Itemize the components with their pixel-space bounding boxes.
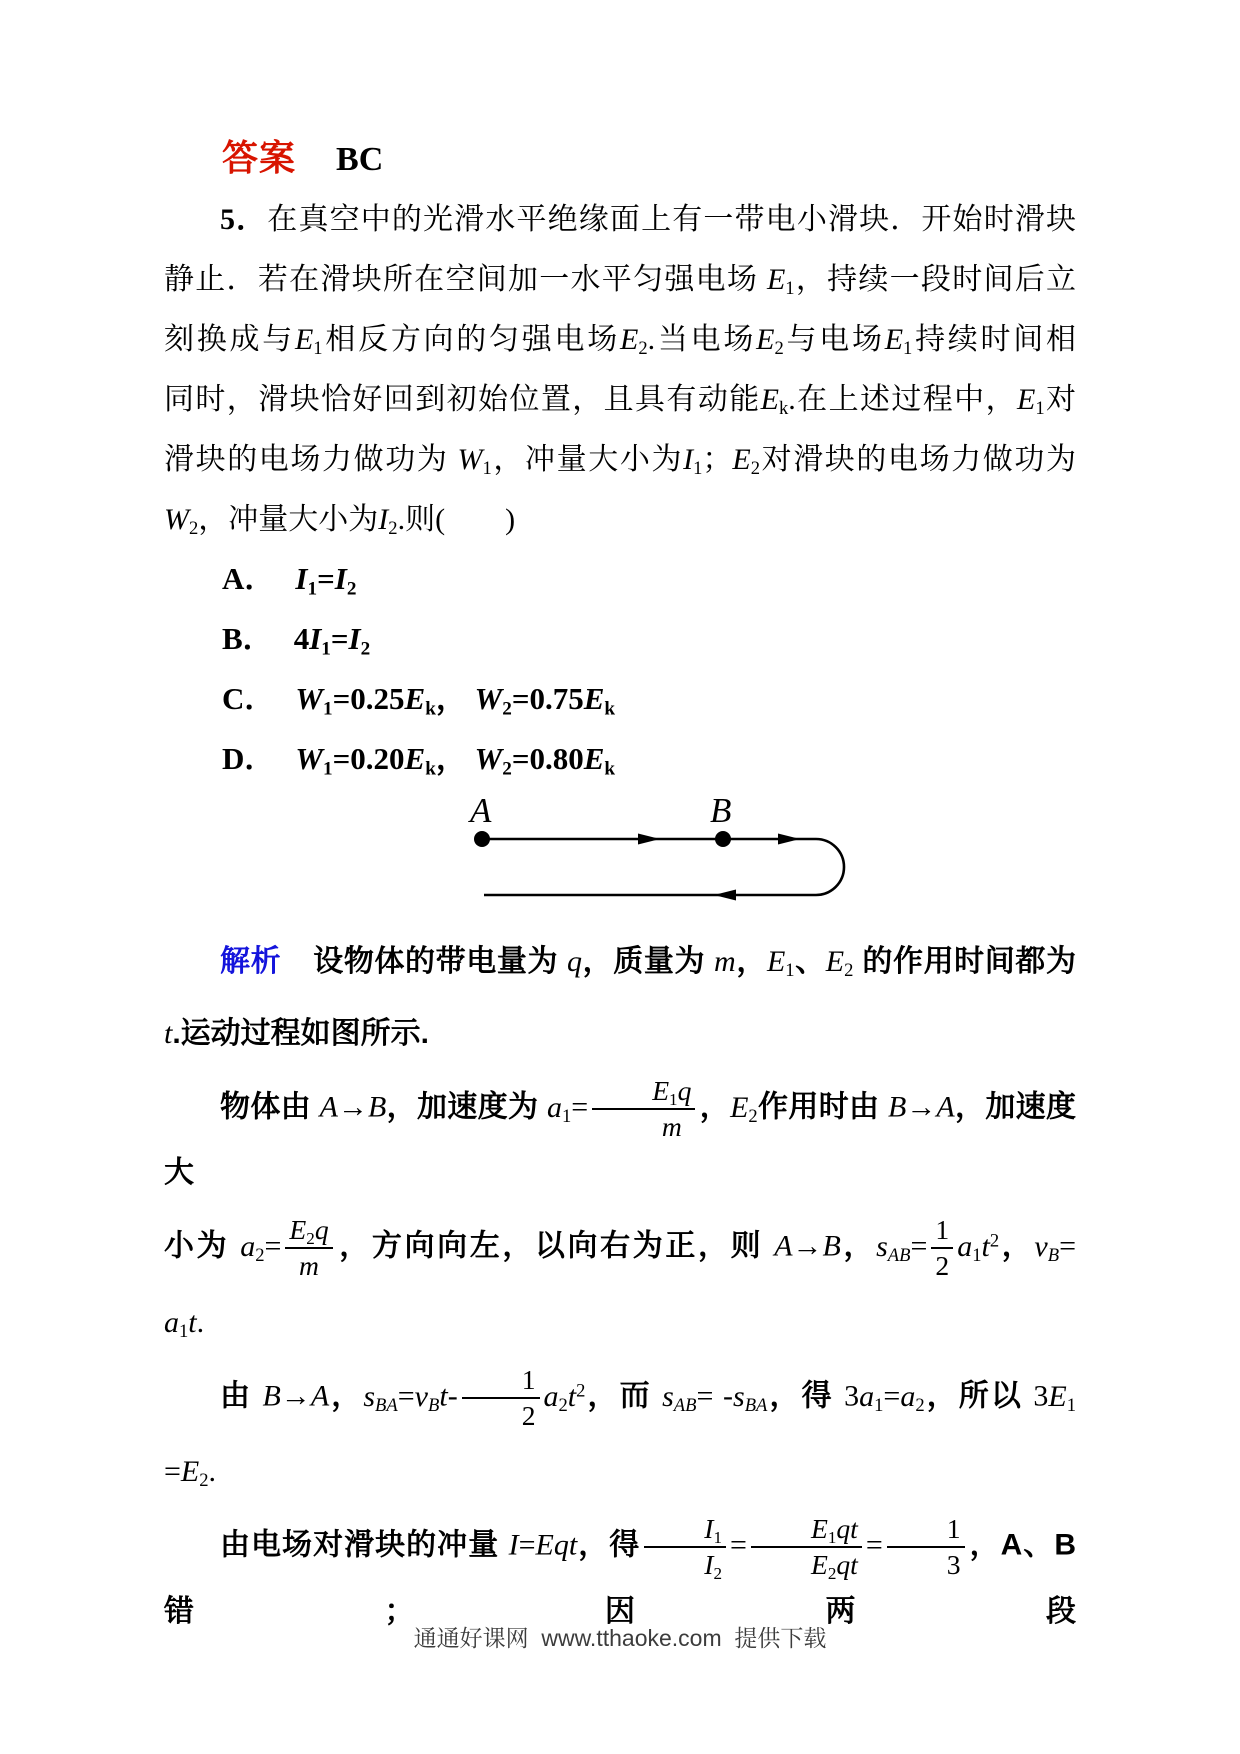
option-d: [222, 729, 615, 789]
fraction-numerator: [462, 1364, 540, 1399]
subscript: 1: [693, 458, 703, 480]
math-var: t: [188, 1305, 197, 1339]
math-var: B: [822, 1230, 841, 1264]
answer-line: [222, 130, 383, 181]
subscript: 1: [827, 1528, 837, 1548]
text-run: ，冲量大小为: [198, 503, 379, 536]
subscript: 1: [179, 1321, 189, 1343]
math-var: $E_1$: [1048, 1379, 1076, 1416]
math-var: $E_1$: [652, 1075, 678, 1109]
point-b-label: B: [710, 792, 732, 830]
fraction: [644, 1513, 726, 1583]
option-c-letter: C．: [222, 681, 276, 716]
text-run: 静止．若在滑块所在空间加一水平匀强电场: [164, 263, 767, 296]
math-var: q: [314, 1214, 329, 1246]
text-run: ，: [735, 945, 767, 978]
question-line-1: [164, 190, 1076, 250]
math-var: B: [262, 1379, 281, 1413]
text-run: 物体由: [220, 1090, 320, 1124]
text-run: ，持续一段时间后立: [794, 263, 1077, 296]
math-num: =: [910, 1230, 928, 1264]
subscript: 2: [189, 518, 199, 540]
math-num: →: [337, 1090, 368, 1124]
math-num: =: [330, 621, 349, 656]
superscript: 2: [576, 1380, 586, 1402]
math-var: m: [714, 945, 736, 978]
subscript: k: [604, 758, 616, 780]
fraction-denominator: [891, 1548, 961, 1581]
math-num: →: [280, 1379, 311, 1413]
math-var: $E_2$: [620, 323, 648, 360]
math-num: →: [792, 1230, 823, 1264]
math-var: B: [367, 1090, 387, 1124]
text-run: ，得: [577, 1528, 641, 1562]
math-var: t: [568, 1528, 578, 1562]
subscript: 2: [502, 698, 512, 720]
math-num: =: [164, 1455, 181, 1489]
text-run: ，: [329, 1379, 364, 1413]
math-var: $W_1$: [295, 741, 333, 780]
arrow-right-2-icon: [778, 834, 800, 845]
math-var: $E_k$: [404, 681, 436, 720]
answer-value: BC: [336, 141, 384, 178]
text-run: 持续时间相: [912, 323, 1077, 356]
math-num: -: [447, 1379, 458, 1413]
text-run: 设物体的带电量为: [313, 945, 568, 978]
text-run: ；: [702, 443, 733, 476]
math-var: A: [319, 1090, 338, 1124]
fraction-numerator: [644, 1513, 726, 1548]
subscript: BA: [744, 1394, 768, 1416]
option-a: [222, 549, 615, 609]
analysis-line-5: [164, 1292, 1076, 1354]
subscript: 1: [785, 278, 795, 300]
question-line-2: [164, 250, 1076, 310]
math-var: $E_k$: [583, 741, 616, 780]
fraction: [592, 1075, 695, 1142]
text-run: ，: [435, 741, 475, 776]
math-num: 3: [844, 1379, 860, 1413]
subscript: 2: [255, 1245, 265, 1267]
text-run: 在真空中的光滑水平绝缘面上有一带电小滑块．开始时滑块: [267, 203, 1076, 236]
text-run: 与电场: [783, 323, 885, 356]
math-num: = -: [696, 1379, 734, 1413]
text-run: ，方向向左，以向右为正，则: [336, 1230, 775, 1264]
subscript: 2: [558, 1394, 568, 1416]
math-var: I: [508, 1528, 519, 1562]
math-var: $E_2$: [756, 323, 784, 360]
math-var: $E_k$: [404, 741, 436, 780]
math-var: $a_1$: [164, 1305, 189, 1343]
subscript: 2: [915, 1394, 925, 1416]
option-a-formula: [295, 561, 357, 600]
math-num: =: [1059, 1230, 1076, 1264]
question-paragraph: [164, 190, 1076, 550]
math-var: $v_B$: [414, 1379, 440, 1416]
math-num: 3: [946, 1549, 961, 1581]
text-run: .当电场: [647, 323, 757, 356]
text-run: 由电场对滑块的冲量: [220, 1528, 509, 1562]
math-var: $E_2$: [810, 1549, 837, 1583]
text-run: 、: [794, 945, 826, 978]
page-footer: 通通好课网 www.tthaoke.com 提供下载: [413, 1625, 827, 1651]
path-line: [482, 839, 844, 895]
math-num: =: [264, 1230, 282, 1264]
subscript: 1: [1066, 1394, 1076, 1416]
subscript: 2: [750, 458, 760, 480]
option-d-letter: D．: [222, 741, 276, 776]
option-d-formula: [295, 741, 616, 780]
subscript: 1: [785, 960, 795, 982]
subscript: 1: [322, 698, 333, 720]
math-var: $E_1$: [766, 263, 795, 300]
fraction-denominator: [466, 1399, 536, 1432]
math-var: $a_1$: [957, 1230, 982, 1267]
analysis-line-1: [164, 931, 1076, 993]
fraction-numerator: [931, 1214, 953, 1249]
math-num: .: [196, 1305, 205, 1339]
subscript: 1: [561, 1105, 572, 1127]
option-c-formula: [295, 681, 616, 720]
math-var: $s_{BA}$: [363, 1379, 398, 1416]
subscript: 1: [669, 1089, 678, 1109]
math-num: .: [208, 1455, 217, 1489]
math-var: $E_1$: [1016, 383, 1045, 420]
fraction-denominator: [755, 1548, 858, 1581]
math-var: $E_1$: [884, 323, 913, 360]
math-var: $E_2$: [289, 1214, 315, 1249]
subscript: B: [428, 1394, 440, 1416]
subscript: 2: [199, 1470, 209, 1492]
math-num: =0.80: [511, 741, 584, 776]
subscript: 2: [774, 338, 784, 360]
math-num: =0.75: [511, 681, 584, 716]
diagram-svg: [466, 792, 874, 908]
math-num: 1: [946, 1513, 961, 1545]
math-num: =: [571, 1090, 589, 1124]
subscript: 2: [748, 1105, 758, 1127]
subscript: AB: [887, 1245, 911, 1267]
math-var: q: [836, 1549, 851, 1581]
math-num: =: [397, 1379, 415, 1413]
fraction: [462, 1364, 540, 1431]
option-b-formula: [293, 621, 371, 660]
option-b: [222, 609, 615, 669]
subscript: 1: [874, 1394, 884, 1416]
math-num: =: [317, 561, 335, 596]
math-var: q: [836, 1513, 851, 1545]
text-run: 相反方向的匀强电场: [322, 323, 621, 356]
text-run: ，所以: [924, 1379, 1034, 1413]
subscript: 2: [360, 638, 371, 660]
math-var: A: [310, 1379, 330, 1413]
subscript: B: [1047, 1245, 1060, 1267]
subscript: 1: [972, 1245, 982, 1267]
math-var: $t^2$: [981, 1230, 1000, 1264]
subscript: k: [778, 398, 789, 420]
fraction: [751, 1513, 862, 1583]
subscript: 2: [346, 578, 357, 600]
math-var: $W_2$: [474, 741, 512, 780]
text-run: 滑块的电场力做功为: [164, 443, 458, 476]
fraction-numerator: [592, 1075, 695, 1110]
math-var: $E_2$: [825, 945, 854, 982]
math-num: =: [518, 1528, 536, 1562]
subscript: k: [604, 698, 616, 720]
math-var: m: [661, 1110, 682, 1142]
math-var: $E_k$: [583, 681, 616, 720]
subscript: 1: [313, 338, 323, 360]
math-var: $I_1$: [683, 443, 703, 480]
math-num: 4: [293, 621, 310, 656]
subscript: 2: [844, 960, 854, 982]
math-var: $s_{BA}$: [733, 1379, 768, 1416]
text-run: ，加速度大: [164, 1090, 1077, 1190]
text-run: ，而: [585, 1379, 663, 1413]
math-var: $E_k$: [760, 383, 789, 420]
text-run: ，加速度为: [386, 1090, 547, 1124]
math-var: $W_2$: [474, 681, 512, 720]
math-var: $E_2$: [180, 1455, 209, 1492]
text-run: ，: [435, 681, 475, 716]
math-var: $I_2$: [348, 621, 371, 660]
math-var: A: [774, 1230, 793, 1264]
text-run: .在上述过程中，: [788, 383, 1017, 416]
arrow-left-icon: [714, 890, 736, 901]
math-var: $v_B$: [1034, 1230, 1060, 1267]
fraction: [931, 1214, 953, 1281]
math-num: =: [883, 1379, 901, 1413]
math-var: $E_2$: [730, 1090, 758, 1127]
subscript: k: [425, 758, 436, 780]
math-var: t: [850, 1549, 858, 1581]
math-num: 2: [935, 1250, 950, 1282]
math-num: 3: [1033, 1379, 1049, 1413]
math-var: t: [164, 1017, 173, 1050]
analysis-line-1-text: [313, 945, 1077, 982]
superscript: 2: [989, 1230, 1000, 1252]
text-run: 对: [1044, 383, 1077, 416]
subscript: 2: [306, 1229, 315, 1249]
text-run: 由: [220, 1379, 263, 1413]
subscript: k: [425, 698, 436, 720]
math-var: $I_1$: [309, 621, 331, 660]
subscript: 2: [388, 518, 398, 540]
math-num: 2: [521, 1399, 536, 1431]
math-var: $s_{AB}$: [662, 1379, 697, 1416]
fraction-denominator: [648, 1548, 722, 1581]
text-run: ，质量为: [582, 945, 715, 978]
fraction-denominator: [606, 1110, 682, 1143]
math-var: $W_2$: [164, 503, 199, 540]
text-run: 作用时由: [757, 1090, 889, 1124]
text-run: ，得: [767, 1379, 845, 1413]
option-a-letter: A．: [222, 561, 276, 596]
math-var: q: [677, 1075, 692, 1106]
subscript: BA: [375, 1394, 398, 1416]
analysis-line-3: [164, 1075, 1076, 1204]
subscript: 1: [322, 758, 333, 780]
question-line-4: [164, 370, 1076, 430]
math-var: $I_2$: [334, 561, 357, 600]
math-var: t: [439, 1379, 448, 1413]
subscript: 1: [713, 1528, 723, 1548]
text-run: .则( ): [397, 503, 516, 536]
math-var: $a_1$: [859, 1379, 884, 1416]
math-var: $s_{AB}$: [876, 1230, 911, 1267]
math-var: $W_1$: [457, 443, 492, 480]
subscript: 1: [482, 458, 492, 480]
math-num: 5．: [220, 203, 268, 236]
math-var: t: [850, 1513, 858, 1545]
fraction-numerator: [751, 1513, 862, 1548]
math-var: A: [936, 1090, 955, 1124]
math-num: 1: [521, 1363, 536, 1395]
text-run: ，A、B 错；因两段: [164, 1528, 1076, 1628]
math-var: $t^2$: [567, 1379, 586, 1413]
math-var: $a_2$: [543, 1379, 568, 1416]
math-var: $E_2$: [732, 443, 760, 480]
answer-label: 答案: [222, 137, 297, 178]
subscript: AB: [673, 1394, 697, 1416]
options-list: [222, 549, 615, 789]
math-var: $E_1$: [766, 945, 795, 982]
text-run: 刻换成与: [164, 323, 295, 356]
math-num: =0.20: [332, 741, 405, 776]
analysis-line-4: [164, 1214, 1076, 1281]
subscript: 2: [827, 1563, 837, 1583]
analysis-line-2: [164, 1003, 1076, 1065]
math-var: $W_1$: [295, 681, 333, 720]
math-var: m: [299, 1250, 319, 1282]
question-line-6: [164, 490, 1076, 550]
analysis-label: 解析: [220, 945, 282, 978]
math-num: 1: [935, 1214, 950, 1246]
fraction-denominator: [935, 1249, 949, 1282]
math-var: $I_2$: [704, 1549, 723, 1583]
motion-diagram: [466, 792, 874, 908]
subscript: 2: [638, 338, 648, 360]
math-num: →: [906, 1090, 937, 1124]
text-run: 的作用时间都为: [853, 945, 1077, 978]
math-var: q: [553, 1528, 569, 1562]
text-run: 小为: [164, 1230, 241, 1264]
subscript: 1: [321, 638, 331, 660]
math-var: q: [567, 945, 583, 978]
math-var: $E_1$: [294, 323, 323, 360]
fraction-denominator: [299, 1249, 319, 1282]
subscript: 1: [307, 578, 318, 600]
fraction-numerator: [887, 1513, 965, 1548]
analysis-line-7: [164, 1441, 1076, 1503]
analysis-line-6: [164, 1364, 1076, 1431]
text-run: 对滑块的电场力做功为: [759, 443, 1077, 476]
option-b-letter: B．: [222, 621, 274, 656]
fraction: [285, 1214, 332, 1281]
math-var: $I_1$: [704, 1513, 723, 1548]
subscript: 2: [713, 1563, 723, 1583]
option-c: [222, 669, 615, 729]
math-var: $I_1$: [295, 561, 318, 600]
fraction-numerator: [285, 1214, 332, 1249]
math-var: $E_1$: [810, 1513, 837, 1548]
question-line-3: [164, 310, 1076, 370]
math-num: =: [865, 1528, 883, 1562]
math-var: E: [535, 1528, 554, 1562]
question-line-5: [164, 430, 1076, 490]
point-a-label: A: [470, 792, 492, 830]
analysis-section: [164, 931, 1076, 1653]
fraction: [887, 1513, 965, 1580]
math-var: $I_2$: [378, 503, 398, 540]
math-var: $a_2$: [240, 1230, 265, 1267]
subscript: 1: [1035, 398, 1045, 420]
text-run: ，: [840, 1230, 877, 1264]
arrow-right-1-icon: [638, 834, 660, 845]
text-run: ，: [699, 1090, 731, 1124]
math-num: =0.25: [332, 681, 405, 716]
subscript: 2: [502, 758, 512, 780]
text-run: ，: [999, 1230, 1035, 1264]
math-num: =: [730, 1528, 747, 1562]
math-var: B: [888, 1090, 907, 1124]
text-run: ，冲量大小为: [491, 443, 684, 476]
math-var: $a_1$: [546, 1090, 572, 1127]
math-var: $a_2$: [900, 1379, 925, 1416]
subscript: 1: [903, 338, 913, 360]
text-run: 同时，滑块恰好回到初始位置，且具有动能: [164, 383, 761, 416]
text-run: .运动过程如图所示.: [172, 1017, 430, 1050]
